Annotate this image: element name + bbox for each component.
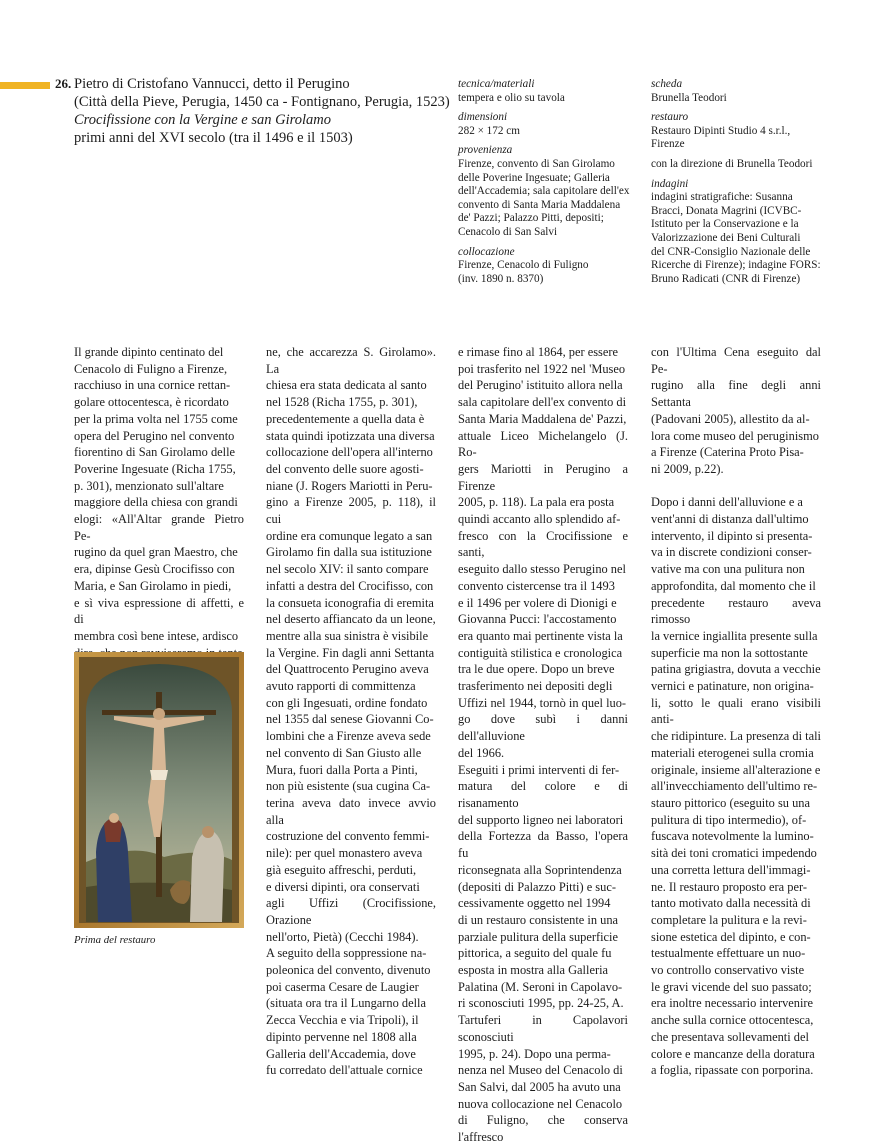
entry-number: 26. — [55, 76, 72, 91]
scheda-label: scheda — [651, 78, 683, 90]
artwork-title: Crocifissione con la Vergine e san Girolamo — [74, 112, 331, 128]
restauro-label: restauro — [651, 111, 689, 124]
body-column-3: e rimase fino al 1864, per essere poi trasferito nel 1922 nel 'Museo del Perugino' istituito allora nella sala capitolare dell'ex convento di Santa Maria Maddalena de' Pazzi, attuale Liceo Michelangelo (J. Ro- gers Mariotti in Perugino a Firenze 2005, p. 118). La pala era posta quindi accanto allo splendido af- fresco con la Crocifissione e santi, eseguito dallo stesso Perugino nel convento cistercense tra il 1493 e il 1496 per volere di Dionigi e Giovanna Pucci: l'accostamento era quanto mai pertinente vista la contiguità stilistica e cronologica tra le due opere. Dopo un breve trasferimento nei depositi degli Uffizi nel 1944, tornò in quel luo- go dove subì i danni dell'alluvione del 1966. Eseguiti i primi interventi di fer- matura del colore e di risanamento del supporto ligneo nei laboratori della Fortezza da Basso, l'opera fu riconsegnata alla Soprintendenza (depositi di Palazzo Pitti) e suc- cessivamente oggetto nel 1994 di un restauro consistente in una parziale pulitura della superficie pittorica, a seguito del quale fu esposta in mostra alla Galleria Palatina (M. Seroni in Capolavo- ri sconosciuti 1995, pp. 24-25, A. Tartuferi in Capolavori sconosciuti 1995, p. 24). Dopo una perma- nenza nel Museo del Cenacolo di San Salvi, dal 2005 ha avuto una nuova collocazione nel Cenacolo di Fuligno, che conserva l'affresco — [458, 345, 628, 1145]
entry-heading — [74, 75, 454, 147]
meta-value: tempera e olio su tavola — [458, 91, 565, 104]
artwork-date: primi anni del XVI secolo (tra il 1496 e il 1503) — [74, 130, 353, 146]
meta-label: tecnica/materiali — [458, 78, 535, 90]
meta-label: dimensioni — [458, 111, 508, 124]
indagini-value: indagini stratigrafiche: Susanna Bracci, Donata Magrini (ICVBC- Istituto per la Conservazione e la Valorizzazione dei Beni Culturali del CNR-Consiglio Nazionale delle Ricerche di Firenze); indagine FORS: Bruno Radicati (CNR di Firenze) — [651, 191, 821, 285]
body-column-2: ne, che accarezza S. Girolamo». La chiesa era stata dedicata al santo nel 1528 (Richa 1755, p. 301), precedentemente a quella data è stata quindi ipotizzata una diversa collocazione dell'opera all'interno del convento delle suore agosti- niane (J. Rogers Mariotti in Peru- gino a Firenze 2005, p. 118), il cui ordine era comunque legato a san Girolamo fin dalla sua istituzione nel secolo XIV: il santo compare infatti a destra del Crocifisso, con la consueta iconografia di eremita nel deserto affiancato da un leone, mentre alla sua sinistra è visibile la Vergine. Fin dagli anni Settanta del Quattrocento Perugino aveva avuto rapporti di committenza con gli Ingesuati, ordine fondato nel 1355 dal senese Giovanni Co- lombini che a Firenze aveva sede nel convento di San Giusto alle Mura, fuori dalla Porta a Pinti, non più esistente (sua cugina Ca- terina aveva dato invece avvio alla costruzione del convento femmi- nile): per quel monastero aveva già eseguito affreschi, perduti, e diversi dipinti, ora conservati agli Uffizi (Crocifissione, Orazione nell'orto, Pietà) (Cecchi 1984). A seguito della soppressione na- poleonica del convento, divenuto poi caserma Cesare de Laugier (situata ora tra il Lungarno della Zecca Vecchia e via Tripoli), il dipinto pervenne nel 1808 alla Galleria dell'Accademia, dove fu corredato dell'attuale cornice — [266, 345, 436, 1078]
accent-bar — [0, 82, 50, 89]
body-column-4: con l'Ultima Cena eseguito dal Pe- rugino alla fine degli anni Settanta (Padovani 2005), allestito da al- lora come museo del peruginismo a Firenze (Caterina Proto Pisa- ni 2009, p.22). Dopo i danni dell'alluvione e a vent'anni di distanza dall'ultimo intervento, il dipinto si presenta- va in discrete condizioni conser- vative ma con una pulitura non approfondita, dal momento che il precedente restauro aveva rimosso la vernice ingiallita presente sulla superficie ma non la sottostante patina grigiastra, dovuta a vecchie vernici e patinature, non origina- li, sotto le quali erano visibili anti- che ridipinture. La presenza di tali materiali eterogenei sulla cromia originale, insieme all'alterazione e all'invecchiamento dell'ultimo re- stauro pittorico (eseguito su una pulitura di tipo intermedio), of- fuscava notevolmente la lumino- sità dei toni cromatici impedendo una corretta lettura dell'immagi- ne. Il restauro proposto era per- tanto motivato dalla necessità di completare la pulitura e la revi- sione estetica del dipinto, e con- testualmente effettuare un nuo- vo controllo conservativo viste le gravi vicende del suo passato; era inoltre necessario intervenire anche sulla cornice ottocentesca, che presentava sollevamenti del colore e mancanze della doratura a foglia, ripassate con porporina. — [651, 345, 821, 1078]
meta-label: collocazione — [458, 245, 515, 258]
meta-value: Firenze, Cenacolo di Fuligno (inv. 1890 n. 8370) — [458, 259, 589, 285]
figure-caption: Prima del restauro — [74, 934, 156, 946]
credits-info — [651, 78, 831, 286]
scheda-value: Brunella Teodori — [651, 91, 727, 104]
meta-label: provenienza — [458, 144, 513, 157]
technical-info — [458, 78, 636, 286]
restauro-value: Restauro Dipinti Studio 4 s.r.l., Firenze — [651, 124, 791, 151]
painting-image — [74, 652, 244, 928]
meta-value: Firenze, convento di San Girolamo delle Poverine Ingesuate; Galleria dell'Accademia; sala capitolare dell'ex convento di Santa Maria Maddalena de' Pazzi; Palazzo Pitti, depositi; Cenacolo di San Salvi — [458, 157, 630, 238]
body-column-1: Il grande dipinto centinato del Cenacolo di Fuligno a Firenze, racchiuso in una cornice rettan- golare ottocentesca, è ricordato per la prima volta nel 1755 come opera del Perugino nel convento fiorentino di San Girolamo delle Poverine Ingesuate (Richa 1755, p. 301), menzionato sull'altare maggiore della chiesa con grandi elogi: «All'Altar grande Pietro Pe- rugino da quel gran Maestro, che era, dipinse Gesù Crocifisso con Maria, e San Girolamo in piedi, e sì viva espressione di affetti, e di membra così bene intese, ardisco — [74, 345, 244, 643]
author-life: (Città della Pieve, Perugia, 1450 ca - Fontignano, Perugia, 1523) — [74, 94, 450, 110]
direzione-note: con la direzione di Brunella Teodori — [651, 157, 813, 170]
indagini-label: indagini — [651, 177, 689, 190]
author-name: Pietro di Cristofano Vannucci, detto il Perugino — [74, 76, 350, 92]
meta-value: 282 × 172 cm — [458, 124, 520, 137]
